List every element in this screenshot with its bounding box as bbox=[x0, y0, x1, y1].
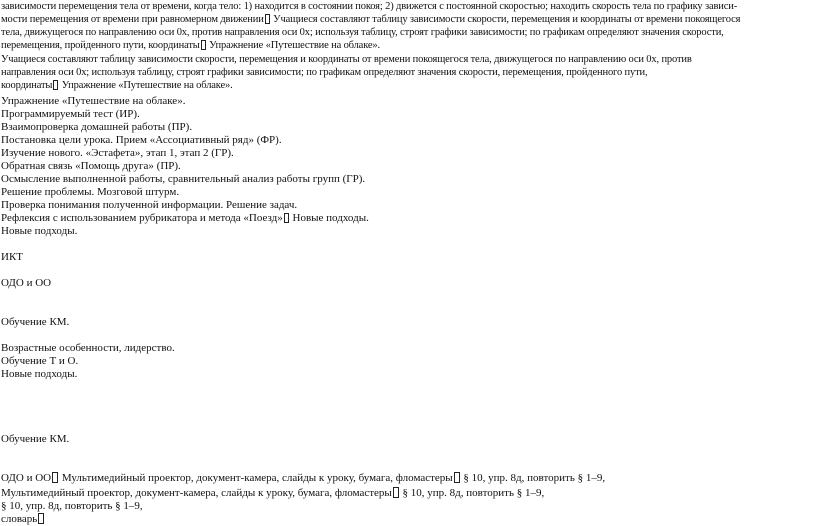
text-run: мости перемещения от времени при равномерном движении bbox=[1, 14, 264, 25]
text-run: словарь bbox=[1, 513, 38, 525]
text-run: Мультимедийный проектор, документ-камера, слайды к уроку, бумага, фломастеры bbox=[1, 487, 392, 499]
text-run: § 10, упр. 8д, повторить § 1–9, bbox=[460, 472, 606, 484]
text-run: Упражнение «Путешествие на облаке». bbox=[206, 40, 380, 51]
text-line bbox=[1, 251, 23, 264]
text-line bbox=[1, 79, 233, 92]
list-item bbox=[1, 212, 369, 225]
text-run: Возрастные особенности, лидерство. bbox=[1, 342, 175, 354]
missing-glyph-icon bbox=[201, 40, 206, 50]
list-item bbox=[1, 160, 181, 173]
text-run: § 10, упр. 8д, повторить § 1–9, bbox=[399, 487, 545, 499]
text-run: Обучение КМ. bbox=[1, 433, 70, 445]
list-item bbox=[1, 121, 192, 134]
text-line bbox=[1, 277, 51, 290]
text-line bbox=[1, 26, 724, 39]
missing-glyph-icon bbox=[265, 14, 270, 24]
text-line bbox=[1, 472, 605, 485]
text-run: тела, движущегося по направлению оси 0х, против направления оси 0х; используя таблицу, строят графики зависимости; по графикам определяют значения скорости, bbox=[1, 27, 724, 38]
missing-glyph-icon bbox=[38, 513, 44, 524]
text-line bbox=[1, 513, 45, 526]
text-line bbox=[1, 342, 175, 355]
text-run: ОДО и ОО bbox=[1, 472, 52, 484]
list-item bbox=[1, 95, 185, 108]
text-run: зависимости перемещения тела от времени, когда тело: 1) находится в состоянии покоя; 2) движется с постоянной скоростью; находить скорость тела по графику зависи- bbox=[1, 1, 738, 12]
missing-glyph-icon bbox=[393, 487, 399, 498]
text-run: перемещения, пройденного пути, координаты bbox=[1, 40, 200, 51]
text-line bbox=[1, 487, 544, 500]
text-line bbox=[1, 13, 740, 26]
text-run: Упражнение «Путешествие на облаке». bbox=[1, 95, 186, 107]
text-run: ОДО и ОО bbox=[1, 277, 52, 289]
list-item bbox=[1, 199, 297, 212]
text-line bbox=[1, 0, 737, 13]
text-run: Изучение нового. «Эстафета», этап 1, этап 2 (ГР). bbox=[1, 147, 234, 159]
text-run: Мультимедийный проектор, документ-камера, слайды к уроку, бумага, фломастеры bbox=[59, 472, 453, 484]
text-run: Обучение КМ. bbox=[1, 316, 70, 328]
text-run: Рефлексия с использованием рубрикатора и метода «Поезд» bbox=[1, 212, 283, 224]
missing-glyph-icon bbox=[53, 80, 58, 90]
text-line bbox=[1, 53, 692, 66]
text-run: Упражнение «Путешествие на облаке». bbox=[59, 80, 233, 91]
text-run: Обратная связь «Помощь друга» (ПР). bbox=[1, 160, 181, 172]
text-line bbox=[1, 66, 647, 79]
text-run: ИКТ bbox=[1, 251, 23, 263]
text-line bbox=[1, 225, 77, 238]
text-run: Новые подходы. bbox=[1, 225, 78, 237]
text-run: координаты bbox=[1, 80, 53, 91]
list-item bbox=[1, 186, 179, 199]
text-run: Проверка понимания полученной информации. Решение задач. bbox=[1, 199, 298, 211]
list-item bbox=[1, 147, 234, 160]
text-run: Обучение Т и О. bbox=[1, 355, 79, 367]
text-run: Осмысление выполненной работы, сравнительный анализ работы групп (ГР). bbox=[1, 173, 366, 185]
text-run: Новые подходы. bbox=[289, 212, 369, 224]
text-run: Взаимопроверка домашней работы (ПР). bbox=[1, 121, 193, 133]
list-item bbox=[1, 173, 365, 186]
list-item bbox=[1, 134, 282, 147]
text-run: Решение проблемы. Мозговой штурм. bbox=[1, 186, 180, 198]
text-run: Учащиеся составляют таблицу зависимости скорости, перемещения и координаты от времени покоящегося тела, движущегося по направлению оси 0х, против bbox=[1, 54, 692, 65]
text-run: направления оси 0х; используя таблицу, строят графики зависимости; по графикам определяют значения скорости, перемещения, пройденного пути, bbox=[1, 67, 648, 78]
text-run: Новые подходы. bbox=[1, 368, 78, 380]
text-line bbox=[1, 316, 69, 329]
text-line bbox=[1, 355, 78, 368]
text-line bbox=[1, 368, 77, 381]
text-run: § 10, упр. 8д, повторить § 1–9, bbox=[1, 500, 143, 512]
text-line bbox=[1, 433, 69, 446]
missing-glyph-icon bbox=[52, 472, 58, 483]
text-line bbox=[1, 500, 143, 513]
text-line bbox=[1, 39, 380, 52]
list-item bbox=[1, 108, 140, 121]
text-run: Постановка цели урока. Прием «Ассоциативный ряд» (ФР). bbox=[1, 134, 282, 146]
text-run: Программируемый тест (ИР). bbox=[1, 108, 140, 120]
text-run: Учащиеся составляют таблицу зависимости скорости, перемещения и координаты от времени покоящегося bbox=[270, 14, 741, 25]
missing-glyph-icon bbox=[284, 213, 289, 223]
missing-glyph-icon bbox=[454, 472, 460, 483]
